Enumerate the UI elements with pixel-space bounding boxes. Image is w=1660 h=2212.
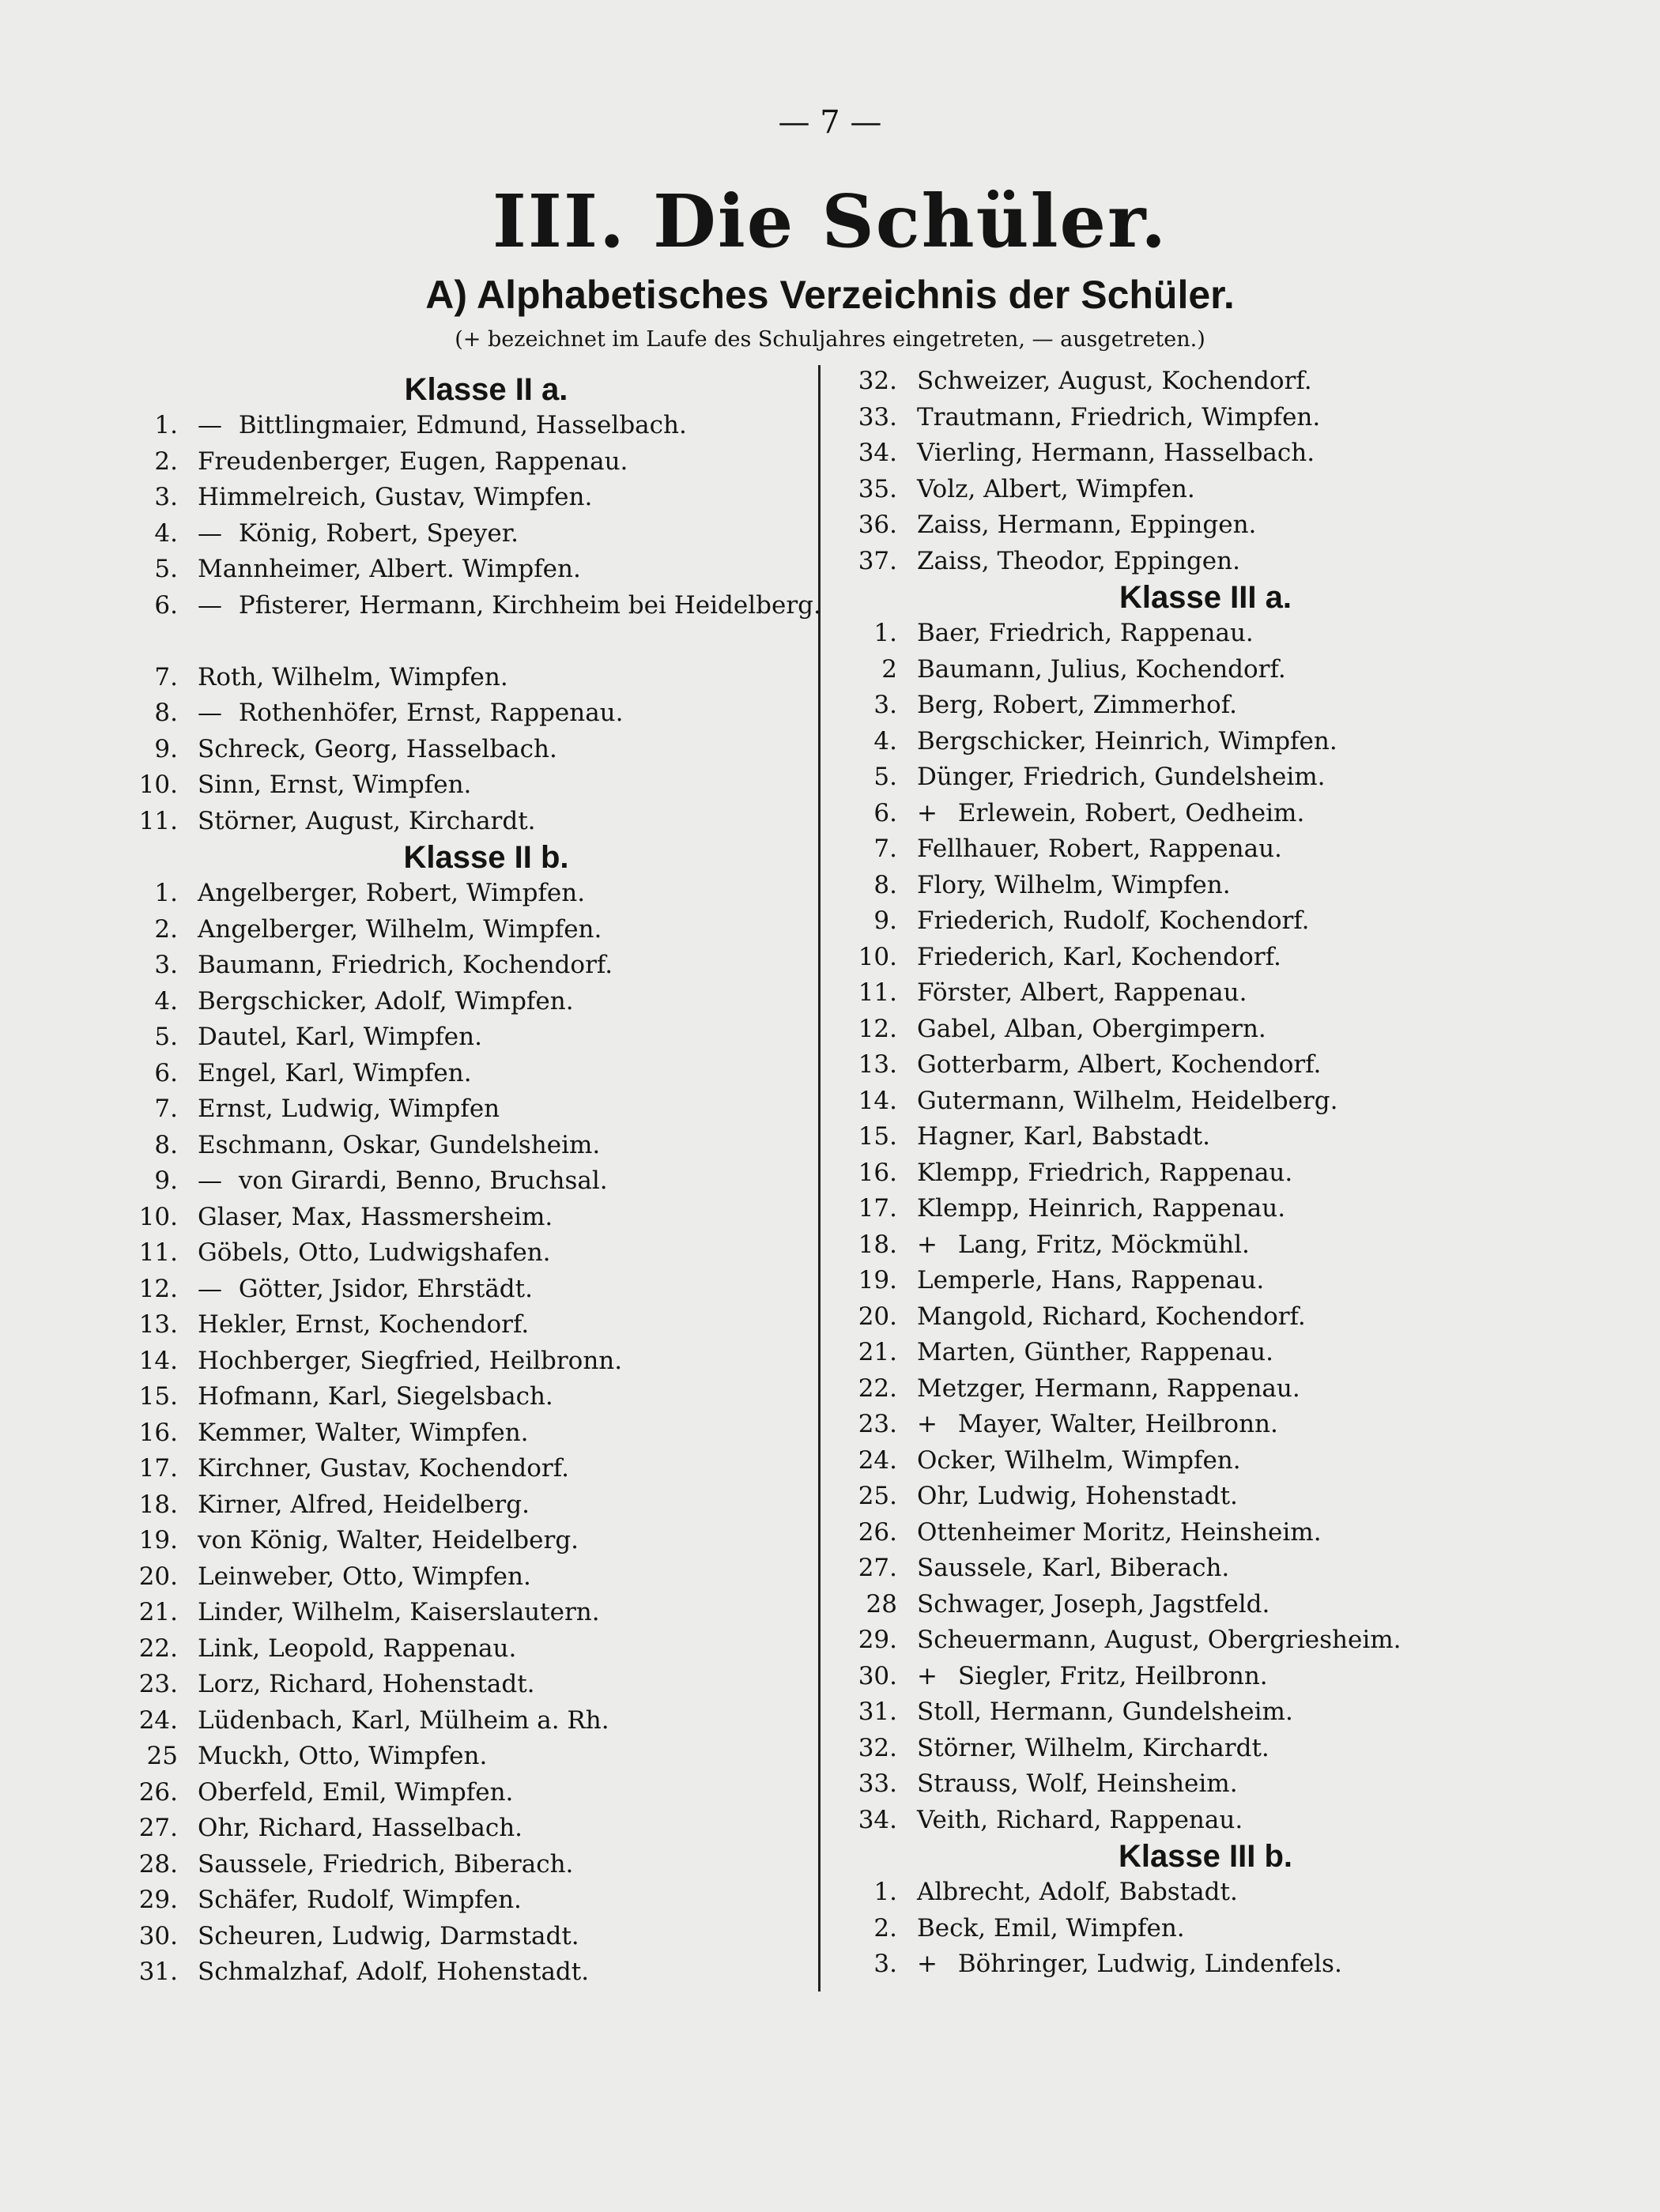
entry-text: Zaiss, Theodor, Eppingen. (917, 546, 1240, 575)
list-item (130, 1019, 842, 1056)
entry-mark: — (198, 699, 222, 727)
list-item (850, 1946, 1561, 1983)
list-item (130, 1091, 842, 1128)
entry-number: 4. (154, 518, 178, 548)
entry-text: Leinweber, Otto, Wimpfen. (198, 1562, 531, 1591)
entry-text: Störner, August, Kirchardt. (198, 806, 536, 835)
entry-number: 2. (873, 1913, 897, 1943)
entry-text: — Rothenhöfer, Ernst, Rappenau. (198, 695, 830, 732)
list-item (850, 1047, 1561, 1083)
entry-text: + Böhringer, Ludwig, Lindenfels. (917, 1946, 1549, 1983)
section-heading-klasse-iiia: Klasse III a. (1119, 580, 1292, 615)
section-heading-klasse-iiib: Klasse III b. (1118, 1839, 1293, 1874)
list-item (130, 1739, 842, 1775)
list-item (850, 724, 1561, 760)
entry-number: 13. (138, 1310, 178, 1339)
entry-number: 33. (858, 1769, 897, 1798)
list-item (130, 1667, 842, 1703)
entry-number: 9. (154, 734, 178, 763)
list-item (850, 1263, 1561, 1299)
entry-text: von König, Walter, Heidelberg. (198, 1526, 579, 1554)
entry-number: 18. (858, 1230, 897, 1259)
list-item (850, 1731, 1561, 1767)
list-item (130, 1343, 842, 1380)
list-item (850, 759, 1561, 796)
list-item (130, 1703, 842, 1739)
entry-number: 33. (858, 402, 897, 431)
entry-text: Veith, Richard, Rappenau. (917, 1805, 1243, 1834)
section-subtitle: A) Alphabetisches Verzeichnis der Schüler. (425, 273, 1235, 317)
list-item (850, 652, 1561, 688)
entry-text: Bergschicker, Adolf, Wimpfen. (198, 986, 574, 1016)
entry-number: 23. (138, 1670, 178, 1698)
entry-number: 15. (858, 1122, 897, 1151)
entry-text: Klempp, Heinrich, Rappenau. (917, 1194, 1286, 1223)
entry-number: 23. (858, 1410, 897, 1438)
entry-number: 32. (858, 1733, 897, 1762)
entry-number: 19. (138, 1526, 178, 1554)
entry-text: — von Girardi, Benno, Bruchsal. (198, 1163, 830, 1200)
entry-number: 8. (154, 1130, 178, 1159)
entry-text: — Pfisterer, Hermann, Kirchheim bei Heidelberg. (198, 588, 830, 624)
section-heading-klasse-iib: Klasse II b. (403, 840, 569, 875)
entry-text: — König, Robert, Speyer. (198, 516, 830, 552)
list-item (130, 1379, 842, 1415)
list-item (130, 732, 842, 768)
entry-number: 14. (138, 1346, 178, 1375)
entry-mark: — (198, 1274, 222, 1303)
list-item (130, 1775, 842, 1811)
list-item (850, 903, 1561, 940)
entry-text: Scheuermann, August, Obergriesheim. (917, 1626, 1402, 1654)
entry-text: Förster, Albert, Rappenau. (917, 978, 1247, 1007)
entry-number: 27. (138, 1814, 178, 1842)
list-item (130, 444, 842, 480)
entry-number: 8. (154, 699, 178, 727)
entry-number: 36. (858, 511, 897, 539)
list-item (850, 1335, 1561, 1371)
list-item (130, 1272, 842, 1308)
list-item (850, 1479, 1561, 1515)
list-item (130, 1847, 842, 1883)
list-item (130, 1307, 842, 1343)
entry-number: 2 (881, 654, 897, 684)
entry-number: 1. (873, 1878, 897, 1906)
entry-text: Kirner, Alfred, Heidelberg. (198, 1490, 530, 1519)
entry-mark: — (198, 518, 222, 548)
entry-number: 15. (138, 1382, 178, 1411)
entry-text: — Götter, Jsidor, Ehrstädt. (198, 1272, 830, 1308)
entry-text: Hekler, Ernst, Kochendorf. (198, 1310, 530, 1339)
entry-text: Kemmer, Walter, Wimpfen. (198, 1418, 529, 1447)
list-item (850, 1155, 1561, 1192)
entry-text: Ernst, Ludwig, Wimpfen (198, 1095, 500, 1123)
entry-number: 1. (154, 411, 178, 439)
entry-text: Schmalzhaf, Adolf, Hohenstadt. (198, 1958, 590, 1986)
entry-text: Göbels, Otto, Ludwigshafen. (198, 1238, 551, 1267)
entry-number: 10. (858, 942, 897, 971)
list-item (850, 1119, 1561, 1155)
entry-number: 34. (858, 1805, 897, 1834)
entry-text: Schreck, Georg, Hasselbach. (198, 734, 557, 763)
entry-text: Freudenberger, Eugen, Rappenau. (198, 447, 628, 476)
list-item (850, 1587, 1561, 1623)
entry-text: Zaiss, Hermann, Eppingen. (917, 511, 1257, 539)
entry-text: Himmelreich, Gustav, Wimpfen. (198, 483, 593, 511)
entry-text: + Mayer, Walter, Heilbronn. (917, 1407, 1549, 1443)
entry-text: Sinn, Ernst, Wimpfen. (198, 771, 472, 799)
entry-text: Baumann, Friedrich, Kochendorf. (198, 951, 613, 979)
list-item (130, 804, 842, 840)
entry-number: 27. (858, 1554, 897, 1582)
entry-text: Marten, Günther, Rappenau. (917, 1338, 1273, 1366)
entry-number: 17. (858, 1194, 897, 1223)
list-item (850, 1407, 1561, 1443)
list-item (850, 616, 1561, 652)
entry-text: + Erlewein, Robert, Oedheim. (917, 796, 1549, 832)
entry-mark: + (917, 1950, 938, 1978)
entry-text: Glaser, Max, Hassmersheim. (198, 1202, 553, 1231)
entry-text: Volz, Albert, Wimpfen. (917, 474, 1195, 503)
entry-number: 12. (138, 1274, 178, 1303)
entry-text: Bergschicker, Heinrich, Wimpfen. (917, 726, 1337, 756)
entry-text: Trautmann, Friedrich, Wimpfen. (917, 402, 1321, 431)
entry-text: Roth, Wilhelm, Wimpfen. (198, 662, 508, 691)
entry-text: Strauss, Wolf, Heinsheim. (917, 1769, 1238, 1798)
entry-mark: + (917, 798, 938, 827)
list-item (130, 695, 842, 732)
list-item (850, 1371, 1561, 1407)
entry-text: Saussele, Karl, Biberach. (917, 1554, 1230, 1582)
list-item (850, 1012, 1561, 1048)
entry-text: Mangold, Richard, Kochendorf. (917, 1302, 1306, 1331)
entry-number: 29. (858, 1626, 897, 1654)
entry-text: + Lang, Fritz, Möckmühl. (917, 1227, 1549, 1264)
entry-text: Friederich, Karl, Kochendorf. (917, 942, 1281, 971)
entry-mark: + (917, 1230, 938, 1259)
entry-text: Albrecht, Adolf, Babstadt. (917, 1878, 1238, 1906)
entry-text: Lüdenbach, Karl, Mülheim a. Rh. (198, 1705, 609, 1735)
entry-text: Vierling, Hermann, Hasselbach. (917, 439, 1315, 467)
entry-number: 2. (154, 914, 178, 944)
list-item (130, 660, 842, 696)
section-heading-klasse-iia: Klasse II a. (404, 372, 568, 407)
entry-text: Klempp, Friedrich, Rappenau. (917, 1158, 1293, 1187)
entry-number: 4. (154, 986, 178, 1016)
entry-text: Baumann, Julius, Kochendorf. (917, 654, 1286, 684)
entry-number: 31. (858, 1698, 897, 1726)
entry-number: 7. (154, 1095, 178, 1123)
entry-text: Baer, Friedrich, Rappenau. (917, 619, 1254, 647)
entry-text: + Siegler, Fritz, Heilbronn. (917, 1659, 1549, 1695)
entry-text: Hochberger, Siegfried, Heilbronn. (198, 1346, 623, 1375)
list-item (130, 1523, 842, 1559)
entry-number: 25. (858, 1482, 897, 1510)
list-item (850, 975, 1561, 1012)
list-item (850, 1299, 1561, 1336)
entry-number: 22. (858, 1374, 897, 1403)
list-item (850, 1083, 1561, 1120)
entry-text: Engel, Karl, Wimpfen. (198, 1058, 472, 1087)
entry-text: Ohr, Ludwig, Hohenstadt. (917, 1482, 1238, 1510)
entry-text: Scheuren, Ludwig, Darmstadt. (198, 1921, 579, 1950)
list-item (850, 1911, 1561, 1947)
entry-number: 19. (858, 1266, 897, 1294)
entry-number: 10. (138, 771, 178, 799)
list-item (850, 1803, 1561, 1839)
entry-number: 26. (138, 1777, 178, 1807)
entry-text: Mannheimer, Albert. Wimpfen. (198, 555, 581, 583)
entry-number: 2. (154, 447, 178, 476)
list-item (130, 1128, 842, 1164)
entry-number: 17. (138, 1454, 178, 1483)
entry-number: 8. (873, 870, 897, 899)
entry-text: Störner, Wilhelm, Kirchardt. (917, 1733, 1270, 1762)
entry-number: 7. (873, 835, 897, 863)
entry-number: 28. (138, 1849, 178, 1879)
entry-number: 18. (138, 1490, 178, 1519)
entry-text: — Bittlingmaier, Edmund, Hasselbach. (198, 408, 830, 444)
list-item (850, 364, 1561, 400)
list-item (130, 408, 842, 444)
entry-text: Eschmann, Oskar, Gundelsheim. (198, 1130, 601, 1159)
entry-number: 1. (154, 879, 178, 907)
entry-text: Ottenheimer Moritz, Heinsheim. (917, 1517, 1322, 1547)
chapter-title: III. Die Schüler. (492, 179, 1168, 264)
entry-number: 21. (858, 1338, 897, 1366)
entry-text: Schweizer, August, Kochendorf. (917, 367, 1312, 395)
list-item (130, 1882, 842, 1919)
entry-text: Angelberger, Wilhelm, Wimpfen. (198, 914, 602, 944)
list-item (130, 516, 842, 552)
page-number: — 7 — (778, 104, 882, 141)
entry-text: Link, Leopold, Rappenau. (198, 1634, 517, 1663)
entry-number: 12. (858, 1014, 897, 1043)
entry-number: 1. (873, 619, 897, 647)
list-item (850, 1191, 1561, 1227)
entry-number: 34. (858, 439, 897, 467)
left-column (130, 371, 842, 1991)
entry-text: Schäfer, Rudolf, Wimpfen. (198, 1886, 522, 1914)
entry-number: 14. (858, 1086, 897, 1115)
list-item (850, 831, 1561, 868)
entry-number: 5. (154, 555, 178, 583)
list-item (850, 1875, 1561, 1911)
entry-text: Gutermann, Wilhelm, Heidelberg. (917, 1086, 1338, 1115)
list-item (130, 1919, 842, 1955)
entry-text: Stoll, Hermann, Gundelsheim. (917, 1698, 1293, 1726)
entry-text: Angelberger, Robert, Wimpfen. (198, 879, 586, 907)
entry-text: Friederich, Rudolf, Kochendorf. (917, 906, 1310, 935)
entry-mark: + (917, 1661, 938, 1690)
entry-number: 11. (138, 1238, 178, 1267)
entry-number: 24. (138, 1705, 178, 1735)
list-item (850, 1766, 1561, 1803)
list-item (130, 1811, 842, 1847)
list-item (130, 1451, 842, 1487)
list-item (130, 480, 842, 516)
list-item (130, 912, 842, 948)
entry-text: Berg, Robert, Zimmerhof. (917, 691, 1237, 719)
list-item (850, 688, 1561, 724)
entry-text: Dautel, Karl, Wimpfen. (198, 1023, 482, 1051)
entry-number: 6. (154, 1058, 178, 1087)
list-item (850, 1622, 1561, 1659)
entry-text: Ohr, Richard, Hasselbach. (198, 1814, 523, 1842)
entry-number: 20. (858, 1302, 897, 1331)
entry-number: 16. (858, 1158, 897, 1187)
entry-text: Gotterbarm, Albert, Kochendorf. (917, 1050, 1322, 1079)
list-item (130, 1631, 842, 1667)
entry-number: 30. (858, 1661, 897, 1690)
entry-number: 3. (873, 691, 897, 719)
entry-text: Oberfeld, Emil, Wimpfen. (198, 1777, 514, 1807)
entry-number: 37. (858, 546, 897, 575)
list-item (850, 796, 1561, 832)
entry-number: 22. (138, 1634, 178, 1663)
list-item (850, 1659, 1561, 1695)
entry-number: 32. (858, 367, 897, 395)
entry-number: 3. (154, 483, 178, 511)
list-item (850, 1551, 1561, 1587)
entry-mark: — (198, 411, 222, 439)
entry-number: 11. (858, 978, 897, 1007)
entry-text: Kirchner, Gustav, Kochendorf. (198, 1454, 569, 1483)
entry-number: 16. (138, 1418, 178, 1447)
list-item (850, 507, 1561, 544)
entry-number: 9. (873, 906, 897, 935)
list-item (130, 588, 842, 660)
list-item (130, 1235, 842, 1272)
list-item (850, 1694, 1561, 1731)
list-item (850, 435, 1561, 472)
entry-number: 9. (154, 1166, 178, 1195)
entry-number: 10. (138, 1202, 178, 1231)
entry-number: 26. (858, 1517, 897, 1547)
entry-text: Linder, Wilhelm, Kaiserslautern. (198, 1598, 600, 1626)
entry-number: 35. (858, 474, 897, 503)
list-item (850, 1227, 1561, 1264)
entry-text: Gabel, Alban, Obergimpern. (917, 1014, 1266, 1043)
entry-text: Flory, Wilhelm, Wimpfen. (917, 870, 1231, 899)
list-item (850, 868, 1561, 904)
list-item (850, 1515, 1561, 1551)
list-item (130, 1200, 842, 1236)
list-item (850, 472, 1561, 508)
entry-text: Dünger, Friedrich, Gundelsheim. (917, 763, 1326, 791)
entry-text: Beck, Emil, Wimpfen. (917, 1913, 1185, 1943)
list-item (130, 1559, 842, 1596)
entry-number: 7. (154, 662, 178, 691)
entry-mark: + (917, 1410, 938, 1438)
list-item (130, 767, 842, 804)
entry-number: 29. (138, 1886, 178, 1914)
entry-number: 31. (138, 1958, 178, 1986)
entry-number: 20. (138, 1562, 178, 1591)
entry-number: 28 (866, 1589, 897, 1618)
entry-mark: — (198, 590, 222, 620)
list-item (130, 552, 842, 588)
entry-text: Saussele, Friedrich, Biberach. (198, 1849, 574, 1879)
list-item (130, 984, 842, 1020)
entry-text: Muckh, Otto, Wimpfen. (198, 1742, 488, 1770)
list-item (130, 1487, 842, 1524)
entry-number: 6. (873, 798, 897, 827)
list-item (130, 1163, 842, 1200)
entry-number: 5. (873, 763, 897, 791)
entry-number: 6. (154, 590, 178, 620)
legend-note: (+ bezeichnet im Laufe des Schuljahres eingetreten, — ausgetreten.) (455, 327, 1205, 352)
entry-number: 25 (146, 1742, 178, 1770)
list-item (130, 1595, 842, 1631)
list-item (850, 940, 1561, 976)
entry-number: 13. (858, 1050, 897, 1079)
entry-text: Metzger, Hermann, Rappenau. (917, 1374, 1300, 1403)
entry-number: 30. (138, 1921, 178, 1950)
entry-text: Hofmann, Karl, Siegelsbach. (198, 1382, 553, 1411)
right-column (850, 364, 1561, 1983)
entry-text: Ocker, Wilhelm, Wimpfen. (917, 1445, 1241, 1475)
list-item (130, 1415, 842, 1452)
list-item (130, 1056, 842, 1092)
entry-text: Lemperle, Hans, Rappenau. (917, 1266, 1265, 1294)
entry-text: Lorz, Richard, Hohenstadt. (198, 1670, 535, 1698)
entry-number: 5. (154, 1023, 178, 1051)
list-item (850, 544, 1561, 580)
list-item (130, 876, 842, 912)
list-item (130, 948, 842, 984)
list-item (130, 1954, 842, 1991)
entry-number: 24. (858, 1445, 897, 1475)
list-item (850, 400, 1561, 436)
entry-number: 21. (138, 1598, 178, 1626)
entry-number: 4. (873, 726, 897, 756)
list-item (850, 1443, 1561, 1479)
entry-text: Fellhauer, Robert, Rappenau. (917, 835, 1282, 863)
entry-number: 3. (873, 1950, 897, 1978)
entry-number: 11. (138, 806, 178, 835)
entry-mark: — (198, 1166, 222, 1195)
entry-text: Schwager, Joseph, Jagstfeld. (917, 1589, 1270, 1618)
entry-text: Hagner, Karl, Babstadt. (917, 1122, 1210, 1151)
entry-number: 3. (154, 951, 178, 979)
